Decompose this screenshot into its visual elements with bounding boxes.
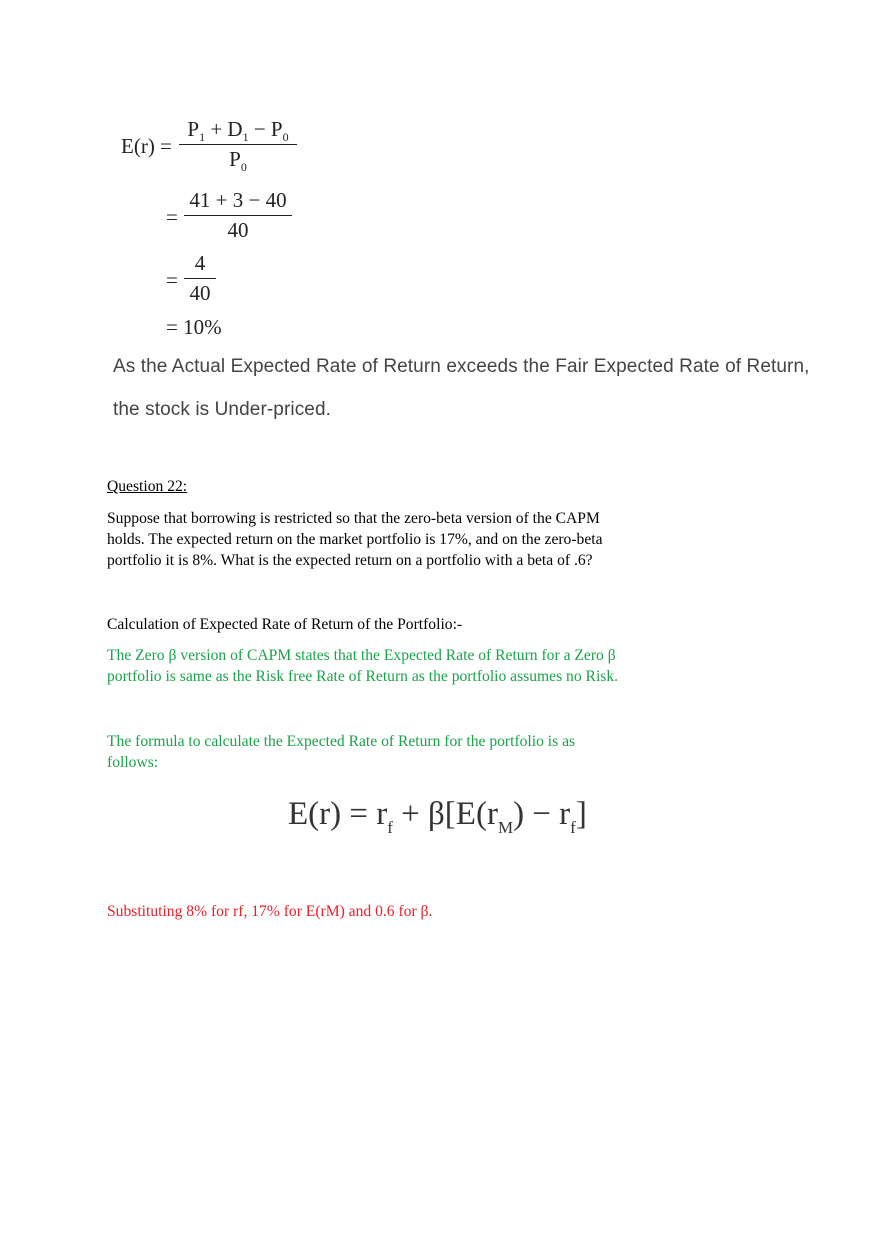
equals-sign-2: = xyxy=(166,205,178,229)
calculation-title: Calculation of Expected Rate of Return of the Portfolio:- xyxy=(107,616,463,633)
substitution-note: Substituting 8% for rf, 17% for E(rM) and 0.6 for β. xyxy=(107,903,433,920)
capm-formula: $E(r) = r_f + \beta[E(r_M) - r_f]$ xyxy=(288,796,587,837)
fraction-bar xyxy=(184,215,292,216)
fraction-simplified: 4 40 xyxy=(184,251,216,306)
fraction-price-formula: $P_1 + D_1 - P_0$ $P_0$ xyxy=(179,117,297,172)
conclusion-line-2: the stock is Under-priced. xyxy=(113,399,332,420)
fraction-bar xyxy=(184,278,216,279)
zero-beta-note: The Zero β version of CAPM states that the Expected Rate of Return for a Zero β portfolio is same as the Risk free Rate of Return as the portfolio assumes no Risk. xyxy=(107,647,619,685)
fraction-bar xyxy=(179,144,297,145)
question-heading: Question 22: xyxy=(107,478,188,495)
question-text: Suppose that borrowing is restricted so that the zero-beta version of the CAPM holds. The expected return on the market portfolio is 17%, and on the zero-beta portfolio it is 8%. What is the expected return on a portfolio with a beta of .6? xyxy=(107,510,603,569)
conclusion-line-1: As the Actual Expected Rate of Return exceeds the Fair Expected Rate of Return, xyxy=(113,356,810,377)
derivation-lhs: E(r) = xyxy=(121,134,172,158)
equals-sign-3: = xyxy=(166,268,178,292)
formula-intro: The formula to calculate the Expected Rate of Return for the portfolio is as follows: xyxy=(107,733,576,771)
derivation-result: = 10% xyxy=(166,315,222,339)
fraction-numeric: 41 + 3 − 40 40 xyxy=(184,188,292,243)
